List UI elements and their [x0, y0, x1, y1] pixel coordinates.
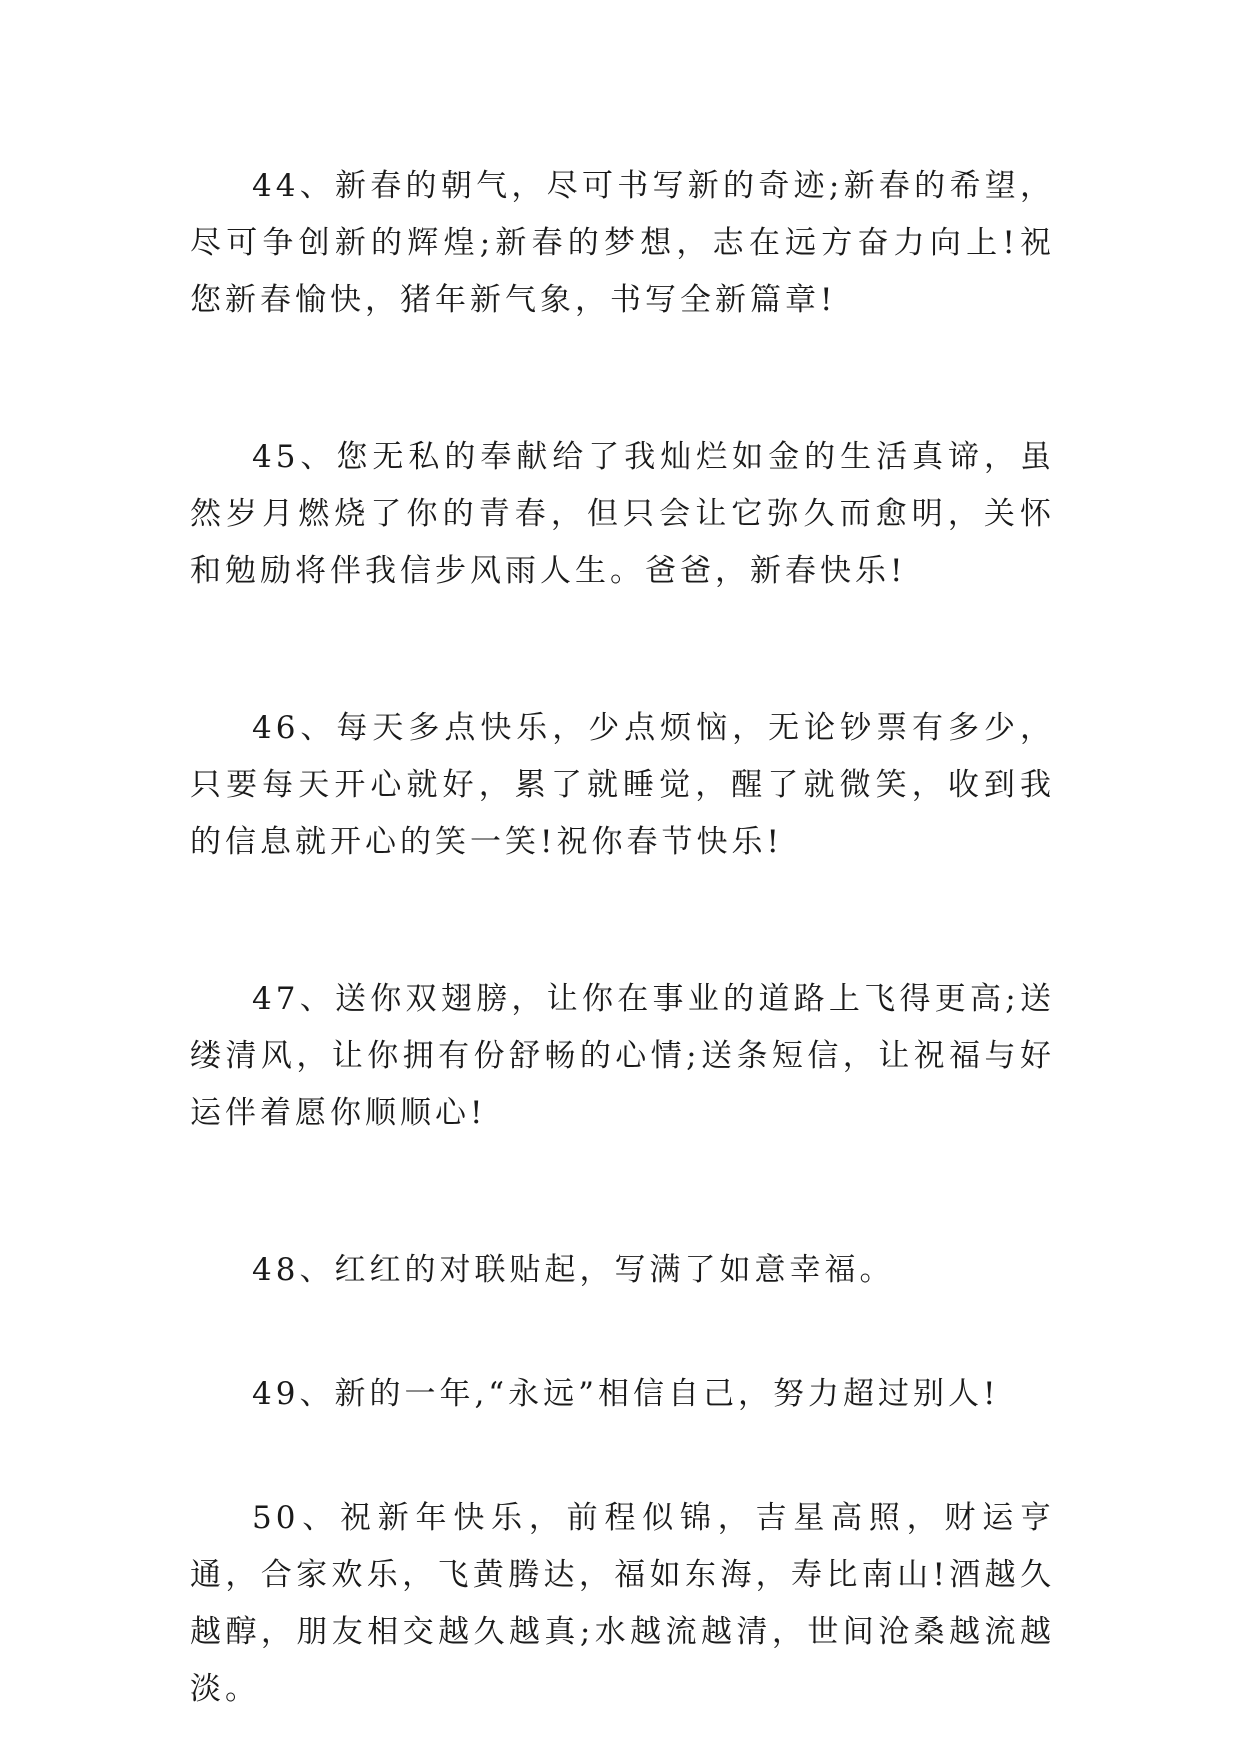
- paragraph-47: 47、送你双翅膀，让你在事业的道路上飞得更高;送缕清风，让你拥有份舒畅的心情;送条短信，让祝福与好运伴着愿你顺顺心!: [190, 981, 1055, 1131]
- document-body: [190, 158, 1055, 1718]
- paragraph-44: 44、新春的朝气，尽可书写新的奇迹;新春的希望，尽可争创新的辉煌;新春的梦想，志在远方奋力向上!祝您新春愉快，猪年新气象，书写全新篇章!: [190, 168, 1055, 318]
- paragraph-46: 46、每天多点快乐，少点烦恼，无论钞票有多少，只要每天开心就好，累了就睡觉，醒了就微笑，收到我的信息就开心的笑一笑!祝你春节快乐!: [190, 710, 1055, 860]
- paragraph-48: 48、红红的对联贴起，写满了如意幸福。: [252, 1252, 895, 1288]
- paragraph-50: 50、祝新年快乐，前程似锦，吉星高照，财运亨通，合家欢乐，飞黄腾达，福如东海，寿比南山!酒越久越醇，朋友相交越久越真;水越流越清，世间沧桑越流越淡。: [190, 1500, 1055, 1707]
- paragraph-45: 45、您无私的奉献给了我灿烂如金的生活真谛，虽然岁月燃烧了你的青春，但只会让它弥久而愈明，关怀和勉励将伴我信步风雨人生。爸爸，新春快乐!: [190, 439, 1055, 589]
- paragraph-49: 49、新的一年,“永远”相信自己，努力超过别人!: [252, 1376, 1000, 1412]
